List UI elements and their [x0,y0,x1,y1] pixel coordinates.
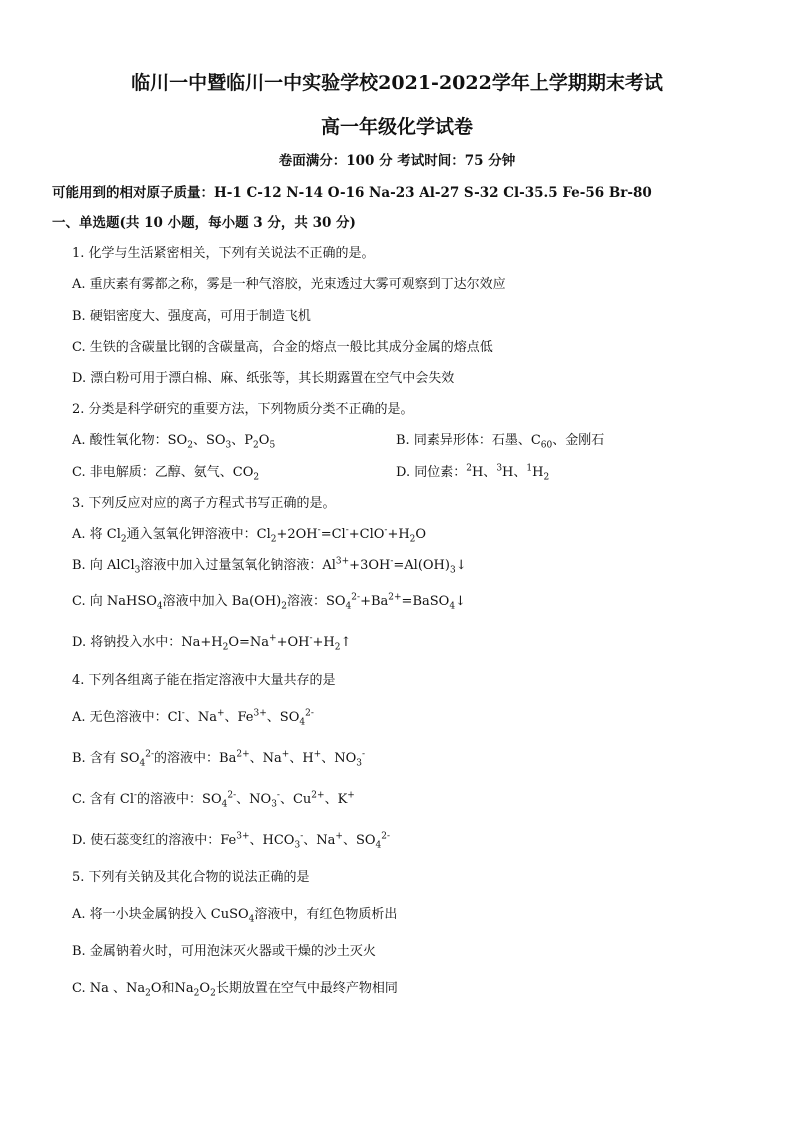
q5-stem: 5. 下列有关钠及其化合物的说法正确的是 [72,870,310,885]
q1-option-b: B. 硬铝密度大、强度高，可用于制造飞机 [72,309,311,324]
q2-stem: 2. 分类是科学研究的重要方法，下列物质分类不正确的是。 [72,402,414,417]
section-title: 一、单选题(共 10 小题，每小题 3 分，共 30 分) [52,215,356,231]
exam-title: 临川一中暨临川一中实验学校2021-2022学年上学期期末考试 [131,72,663,94]
q2-option-d: D. 同位素：$^2$H、$^3$H、$^1H_2$ [396,463,550,483]
q2-option-b: B. 同素异形体：石墨、$C_{60}$、金刚石 [396,433,605,451]
q1-stem: 1. 化学与生活紧密相关，下列有关说法不正确的是。 [72,246,375,261]
q3-option-d: D. 将钠投入水中：$Na+H_2O=Na^++OH^-+H_2↑$ [72,633,352,653]
q1-option-d: D. 漂白粉可用于漂白棉、麻、纸张等，其长期露置在空气中会失效 [72,371,455,386]
q5-option-c: C. Na 、$Na_2O$和$Na_2O_2$长期放置在空气中最终产物相同 [72,981,398,999]
exam-subtitle: 高一年级化学试卷 [320,116,473,138]
q5-option-b: B. 金属钠着火时，可用泡沫灭火器或干燥的沙土灭火 [72,944,376,959]
q3-option-a: A. 将 $Cl_2$通入氢氧化钾溶液中：$Cl_2+2OH^-=Cl^-+ClO^-+H_2O$ [72,525,427,545]
q3-option-b: B. 向 AlCl$_3$溶液中加入过量氢氧化钠溶液：$Al^{3+}+3OH^-=Al(OH)_3↓$ [72,556,467,576]
q2-option-a: A. 酸性氧化物：$SO_2$、$SO_3$、$P_2O_5$ [72,433,276,451]
q4-option-a: A. 无色溶液中：Cl-、Na+、$Fe^{3+}$、$SO_4^{2-}$ [72,708,314,728]
q5-option-a: A. 将一小块金属钠投入 CuSO$_4$溶液中，有红色物质析出 [72,907,398,925]
q3-option-c: C. 向 NaHSO$_4$溶液中加入 $Ba(OH)_2$溶液：$SO_4^{2-}+Ba^{2+}=BaSO_4↓$ [72,592,466,612]
q1-option-c: C. 生铁的含碳量比钢的含碳量高，合金的熔点一般比其成分金属的熔点低 [72,340,493,355]
q4-option-c: C. 含有 Cl-的溶液中：$SO_4^{2-}$、$NO_3^-$、$Cu^{2+}$、K+ [72,790,355,810]
score-time-info: 卷面满分：100 分 考试时间：75 分钟 [278,153,516,169]
q4-option-d: D. 使石蕊变红的溶液中：$Fe^{3+}$、$HCO_3^-$、Na+、$SO_4^{2-}$ [72,831,391,851]
q4-stem: 4. 下列各组离子能在指定溶液中大量共存的是 [72,673,336,688]
q2-option-c: C. 非电解质：乙醇、氨气、$CO_2$ [72,465,260,483]
q4-option-b: B. 含有 $SO_4^{2-}$的溶液中：$Ba^{2+}$、Na+、H+、$NO_3^-$ [72,749,366,769]
q1-option-a: A. 重庆素有雾都之称，雾是一种气溶胶，光束透过大雾可观察到丁达尔效应 [72,277,506,292]
atomic-masses: 可能用到的相对原子质量：H-1 C-12 N-14 O-16 Na-23 Al-27 S-32 Cl-35.5 Fe-56 Br-80 [52,185,652,201]
q3-stem: 3. 下列反应对应的离子方程式书写正确的是。 [72,496,336,511]
